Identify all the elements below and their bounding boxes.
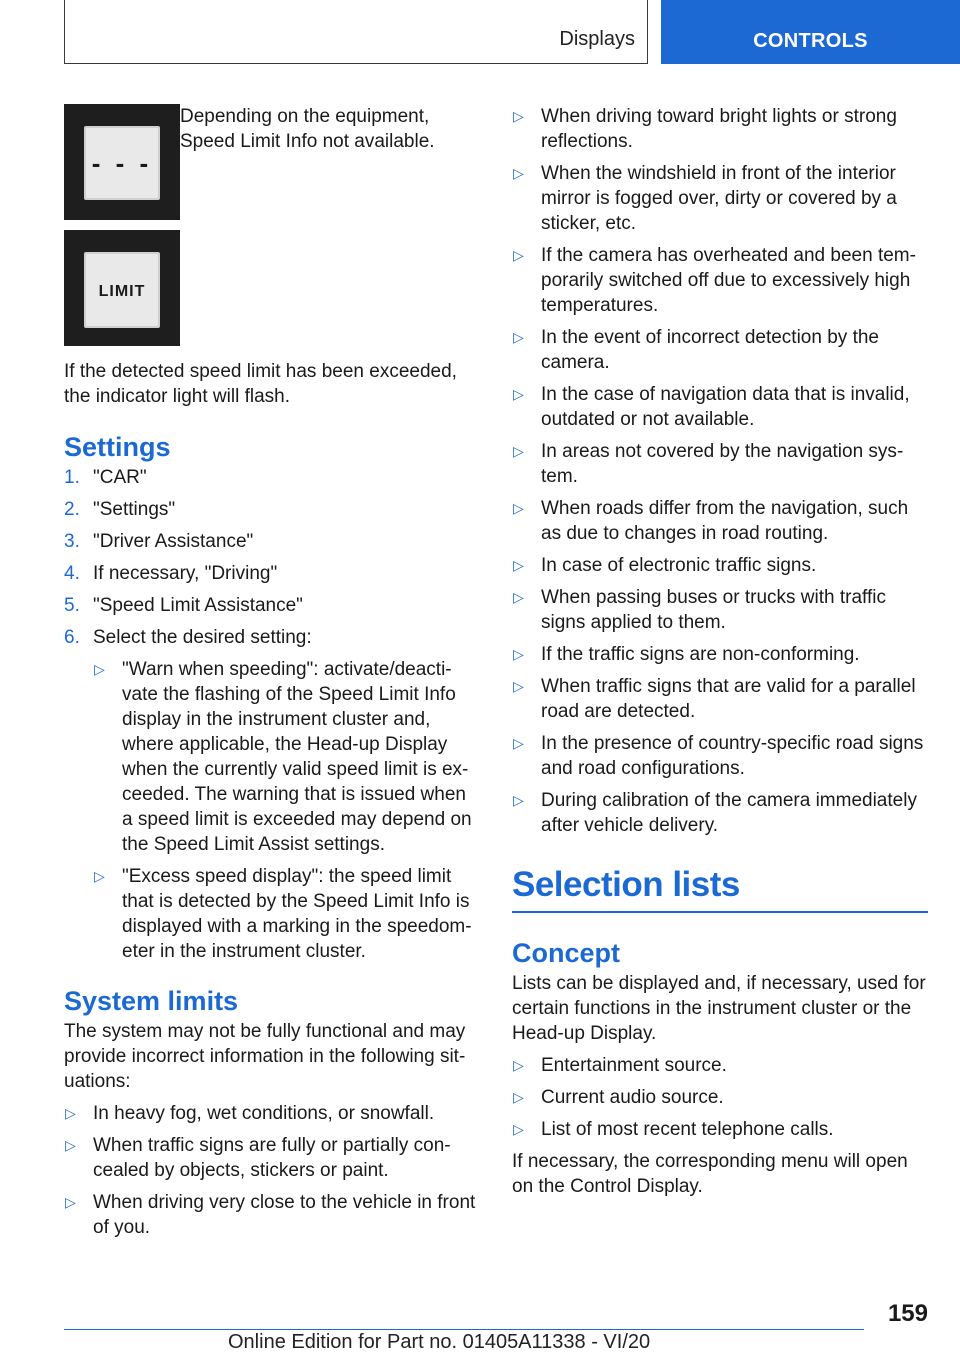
footer-rule xyxy=(64,1329,864,1330)
edition-text: Online Edition for Part no. 01405A11338 - VI/20 xyxy=(228,1331,651,1353)
exceeded-text: If the detected speed limit has been exceeded, the indicator light will flash. xyxy=(64,361,457,407)
chapter-title: CONTROLS xyxy=(753,30,868,52)
triangle-bullet-icon: ▷ xyxy=(513,735,524,751)
list-item: ▷ When driving toward bright lights or strong reflections. xyxy=(513,106,897,152)
triangle-bullet-icon: ▷ xyxy=(513,646,524,662)
triangle-bullet-icon: ▷ xyxy=(94,661,105,677)
setting-option: ▷ "Excess speed display": the speed limit that is detected by the Speed Limit Info is displayed with a marking in the speedometer in the instrument cluster. xyxy=(94,866,472,962)
speed-limit-limit-icon: LIMIT xyxy=(64,230,180,346)
list-item: ▷ When passing buses or trucks with traffic signs applied to them. xyxy=(513,587,886,633)
step-item: 3. "Driver Assistance" xyxy=(64,531,254,552)
list-item: ▷ When traffic signs are fully or partially concealed by objects, stickers or paint. xyxy=(65,1135,451,1181)
step-item: 6. Select the desired setting: ▷ "Warn when speeding": activate/deactivate the flashing of the Speed Limit Info display in the instrument cluster and, where applicable, the Head-up Display when the currently valid speed limit is exceeded. The warning that is issued when a speed limit is exceeded may depend on the Speed Limit Assist settings. ▷ "Excess speed display": the speed limit that is detected by the Speed Limit Info is displayed with a marking in the speedometer in the instrument cluster. xyxy=(64,625,478,971)
list-item: ▷ In case of electronic traffic signs. xyxy=(513,555,817,576)
triangle-bullet-icon: ▷ xyxy=(513,386,524,402)
triangle-bullet-icon: ▷ xyxy=(513,557,524,573)
selection-lists-heading: Selection lists xyxy=(512,865,740,904)
section-title: Displays xyxy=(559,28,635,50)
system-limits-continued xyxy=(512,104,930,838)
list-item: ▷ If the traffic signs are non-conforming. xyxy=(513,644,860,665)
list-item: ▷ If the camera has overheated and been temporarily switched off due to excessively high temperatures. xyxy=(513,245,916,316)
triangle-bullet-icon: ▷ xyxy=(65,1194,76,1210)
list-item: ▷ In the event of incorrect detection by the camera. xyxy=(513,327,879,373)
triangle-bullet-icon: ▷ xyxy=(65,1105,76,1121)
list-item: ▷ In areas not covered by the navigation system. xyxy=(513,441,904,487)
triangle-bullet-icon: ▷ xyxy=(513,108,524,124)
triangle-bullet-icon: ▷ xyxy=(513,247,524,263)
left-column xyxy=(64,104,478,1247)
step-item: 5. "Speed Limit Assistance" xyxy=(64,595,303,616)
triangle-bullet-icon: ▷ xyxy=(513,329,524,345)
icon-description: Depending on the equipment, Speed Limit Info not available. xyxy=(180,106,435,152)
setting-option: ▷ "Warn when speeding": activate/deactivate the flashing of the Speed Limit Info display in the instrument cluster and, where applicable, the Head-up Display when the currently valid speed limit is exceeded. The warning that is issued when a speed limit is exceeded may depend on the Speed Limit Assist settings. xyxy=(94,659,472,855)
list-item: ▷ When traffic signs that are valid for a parallel road are detected. xyxy=(513,676,916,722)
step-item: 1. "CAR" xyxy=(64,467,147,488)
list-item: ▷ In the case of navigation data that is invalid, outdated or not available. xyxy=(513,384,910,430)
list-item: ▷ When driving very close to the vehicle in front of you. xyxy=(65,1192,476,1238)
triangle-bullet-icon: ▷ xyxy=(513,443,524,459)
concept-text: Lists can be displayed and, if necessary, used for certain functions in the instrument cluster or the Head-up Display. xyxy=(512,973,926,1044)
icon-row xyxy=(64,104,478,220)
step-item: 4. If necessary, "Driving" xyxy=(64,563,278,584)
settings-steps xyxy=(64,465,478,971)
heading-rule xyxy=(512,911,928,913)
list-item: ▷ When roads differ from the navigation, such as due to changes in road routing. xyxy=(513,498,909,544)
triangle-bullet-icon: ▷ xyxy=(513,1057,524,1073)
chapter-tab xyxy=(661,0,960,64)
triangle-bullet-icon: ▷ xyxy=(513,589,524,605)
triangle-bullet-icon: ▷ xyxy=(513,792,524,808)
step-item: 2. "Settings" xyxy=(64,499,176,520)
system-limits-list xyxy=(64,1101,478,1240)
setting-options xyxy=(93,657,478,971)
concept-list xyxy=(512,1053,930,1142)
right-column xyxy=(512,104,930,1199)
triangle-bullet-icon: ▷ xyxy=(513,165,524,181)
list-item: ▷ During calibration of the camera immediately after vehicle delivery. xyxy=(513,790,917,836)
header-section-box xyxy=(64,0,648,64)
concept-heading: Concept xyxy=(512,938,620,968)
list-item: ▷ In the presence of country-specific road signs and road configurations. xyxy=(513,733,924,779)
list-item: ▷ Current audio source. xyxy=(513,1087,724,1108)
speed-limit-unavailable-icon: - - - xyxy=(64,104,180,220)
list-item: ▷ When the windshield in front of the interior mirror is fogged over, dirty or covered by a sticker, etc. xyxy=(513,163,897,234)
triangle-bullet-icon: ▷ xyxy=(513,678,524,694)
settings-heading: Settings xyxy=(64,432,171,462)
triangle-bullet-icon: ▷ xyxy=(513,1089,524,1105)
concept-closing: If necessary, the corresponding menu will open on the Control Display. xyxy=(512,1151,908,1197)
triangle-bullet-icon: ▷ xyxy=(513,1121,524,1137)
triangle-bullet-icon: ▷ xyxy=(513,500,524,516)
list-item: ▷ List of most recent telephone calls. xyxy=(513,1119,834,1140)
list-item: ▷ In heavy fog, wet conditions, or snowfall. xyxy=(65,1103,435,1124)
triangle-bullet-icon: ▷ xyxy=(65,1137,76,1153)
list-item: ▷ Entertainment source. xyxy=(513,1055,727,1076)
system-limits-heading: System limits xyxy=(64,986,239,1016)
system-limits-intro: The system may not be fully functional and may provide incorrect information in the following situations: xyxy=(64,1021,466,1092)
triangle-bullet-icon: ▷ xyxy=(94,868,105,884)
page-number: 159 xyxy=(887,1300,928,1327)
